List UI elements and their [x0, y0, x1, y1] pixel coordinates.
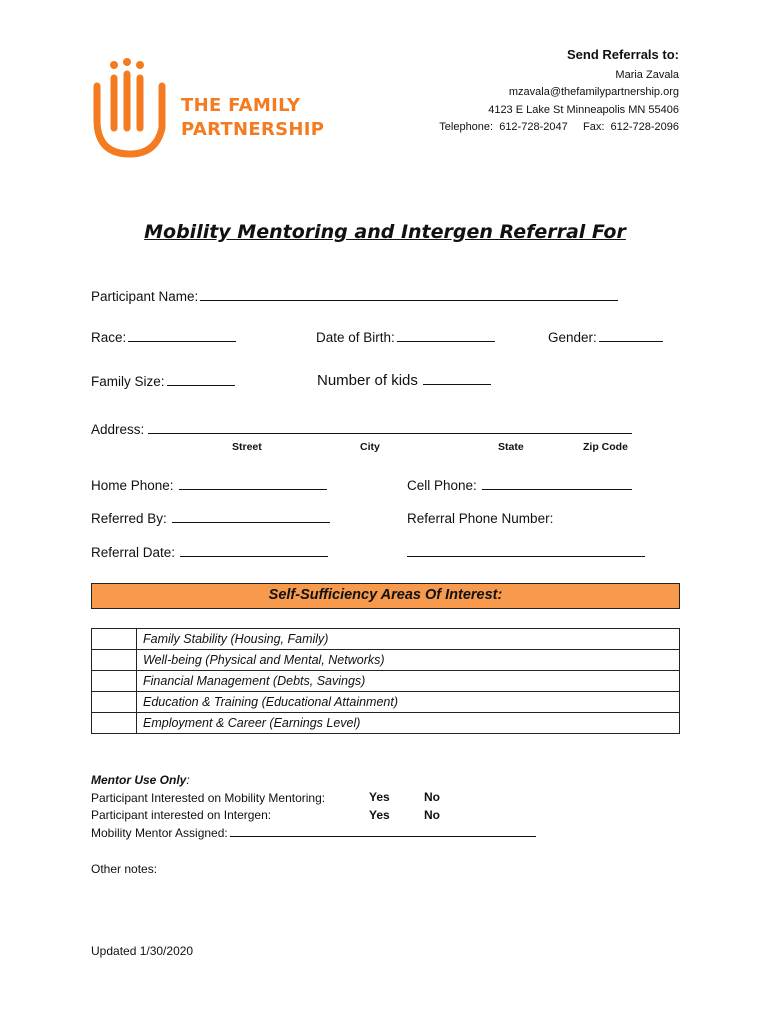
mentor-assigned-line[interactable] [230, 826, 536, 837]
gender-line[interactable] [599, 330, 663, 342]
cell-phone-line[interactable] [482, 478, 632, 490]
mentor-use-section [91, 772, 536, 842]
area-checkbox[interactable] [92, 629, 137, 650]
family-size-line[interactable] [167, 374, 235, 386]
participant-name-line[interactable] [200, 289, 618, 301]
dob-label: Date of Birth: [316, 330, 395, 345]
form-title: Mobility Mentoring and Intergen Referral For [144, 221, 626, 243]
contact-name: Maria Zavala [615, 68, 679, 81]
dob-line[interactable] [397, 330, 495, 342]
referral-phone-label: Referral Phone Number: [407, 511, 554, 526]
cell-phone-field[interactable] [407, 478, 632, 493]
contact-address: 4123 E Lake St Minneapolis MN 55406 [488, 103, 679, 116]
mentor-q-intergen: Participant interested on Intergen: [91, 808, 272, 822]
mentor-assigned-field[interactable] [91, 825, 536, 843]
referral-date-field[interactable] [91, 545, 328, 560]
area-label: Employment & Career (Earnings Level) [137, 713, 680, 734]
table-row [92, 629, 680, 650]
address-line[interactable] [148, 422, 632, 434]
contact-heading: Send Referrals to: [567, 47, 679, 62]
race-line[interactable] [128, 330, 236, 342]
referral-phone-field [407, 511, 553, 526]
other-notes-label: Other notes: [91, 862, 158, 876]
street-caption: Street [232, 441, 262, 453]
areas-of-interest-table [91, 628, 680, 734]
contact-email: mzavala@thefamilypartnership.org [508, 86, 679, 98]
referred-by-line[interactable] [172, 511, 330, 523]
raised-hand-logo-icon [97, 58, 162, 154]
mentor-heading-colon: : [186, 773, 190, 787]
table-row [92, 671, 680, 692]
address-field[interactable] [91, 422, 632, 437]
gender-field[interactable] [548, 330, 663, 345]
mobility-yes-option[interactable]: Yes [369, 790, 390, 804]
area-label: Education & Training (Educational Attainment) [137, 692, 680, 713]
mentor-q-mobility: Participant Interested on Mobility Mentoring: [91, 790, 326, 805]
table-row [92, 713, 680, 734]
mentor-heading: Mentor Use Only [91, 773, 187, 787]
table-row [92, 650, 680, 671]
address-label: Address: [91, 422, 145, 437]
area-checkbox[interactable] [92, 650, 137, 671]
area-checkbox[interactable] [92, 692, 137, 713]
intergen-no-option[interactable]: No [424, 808, 440, 822]
intergen-yes-option[interactable]: Yes [369, 808, 390, 822]
participant-name-label: Participant Name: [91, 289, 199, 304]
area-label: Family Stability (Housing, Family) [137, 629, 680, 650]
num-kids-label: Number of kids [317, 372, 418, 389]
participant-name-field[interactable] [91, 289, 618, 304]
city-caption: City [360, 441, 380, 453]
area-label: Well-being (Physical and Mental, Networks) [137, 650, 680, 671]
referred-by-field[interactable] [91, 511, 330, 526]
mentor-assigned-label: Mobility Mentor Assigned: [91, 825, 228, 840]
home-phone-field[interactable] [91, 478, 327, 493]
referral-phone-line[interactable] [407, 545, 645, 557]
referred-by-label: Referred By: [91, 511, 167, 526]
area-checkbox[interactable] [92, 671, 137, 692]
family-size-label: Family Size: [91, 374, 165, 389]
areas-heading-banner: Self-Sufficiency Areas Of Interest: [91, 583, 680, 609]
updated-date: Updated 1/30/2020 [91, 944, 194, 958]
home-phone-line[interactable] [179, 478, 327, 490]
race-label: Race: [91, 330, 127, 345]
referral-phone-entry[interactable] [407, 545, 645, 560]
table-row [92, 692, 680, 713]
mobility-no-option[interactable]: No [424, 790, 440, 804]
send-referrals-contact [439, 46, 679, 137]
logo-line-1: THE FAMILY [181, 95, 301, 116]
cell-phone-label: Cell Phone: [407, 478, 477, 493]
area-label: Financial Management (Debts, Savings) [137, 671, 680, 692]
dob-field[interactable] [316, 330, 495, 345]
referral-date-label: Referral Date: [91, 545, 176, 560]
area-checkbox[interactable] [92, 713, 137, 734]
num-kids-line[interactable] [423, 373, 491, 385]
logo-wordmark [181, 94, 324, 142]
num-kids-field[interactable] [317, 372, 491, 389]
state-caption: State [498, 441, 524, 453]
logo-line-2: PARTNERSHIP [181, 119, 325, 140]
race-field[interactable] [91, 330, 236, 345]
zip-caption: Zip Code [583, 441, 628, 453]
contact-phones: Telephone: 612-728-2047 Fax: 612-728-2096 [439, 121, 679, 133]
referral-date-line[interactable] [180, 545, 328, 557]
family-size-field[interactable] [91, 374, 235, 389]
home-phone-label: Home Phone: [91, 478, 174, 493]
gender-label: Gender: [548, 330, 597, 345]
